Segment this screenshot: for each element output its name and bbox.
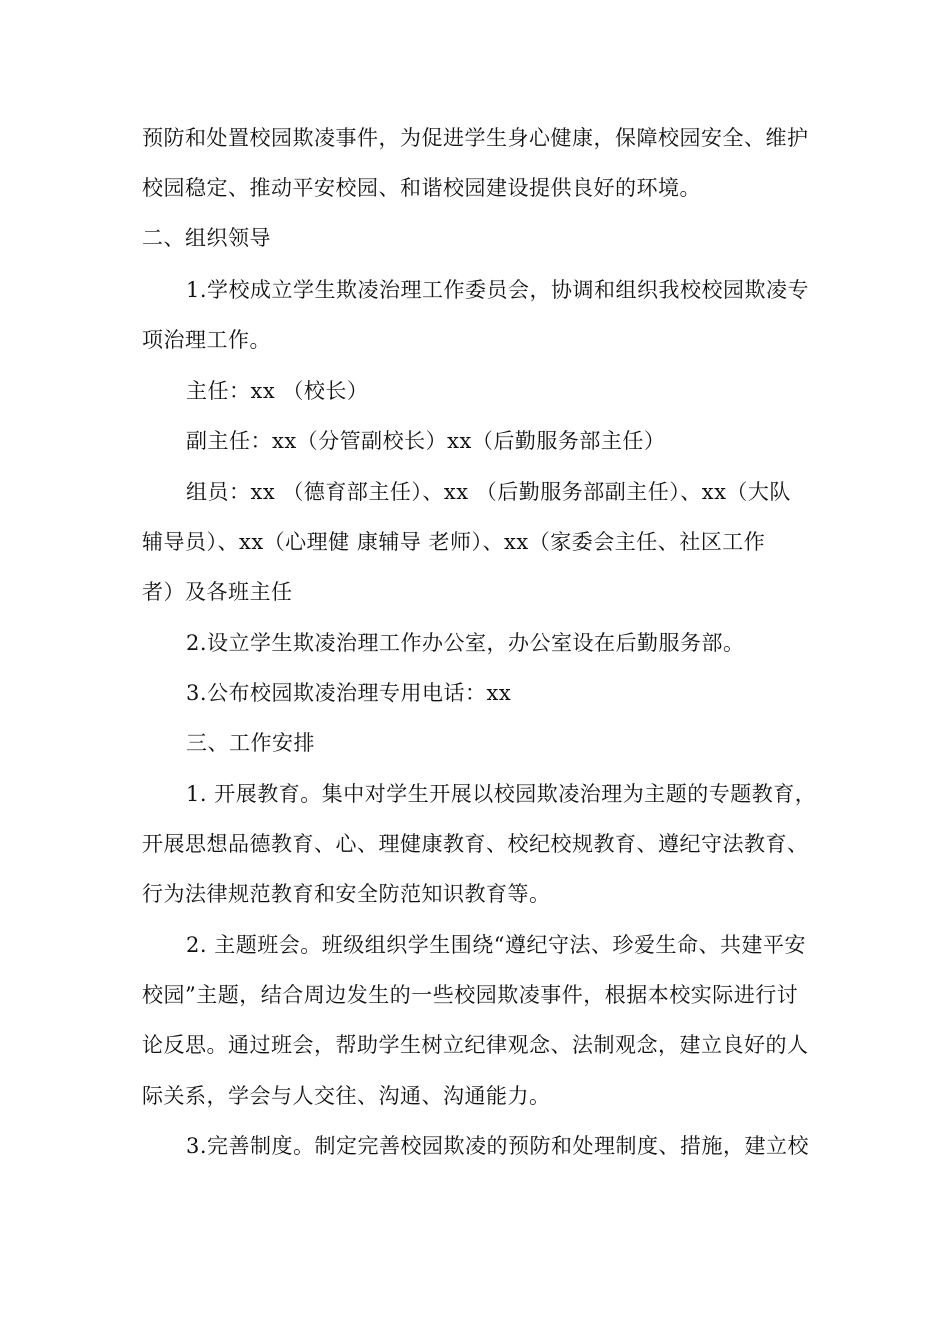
paragraph-line: 行为法律规范教育和安全防范知识教育等。	[142, 882, 551, 906]
paragraph-line: 3.完善制度。制定完善校园欺凌的预防和处理制度、措施，建立校	[186, 1134, 810, 1158]
paragraph-line: 3.公布校园欺凌治理专用电话：xx	[186, 681, 512, 705]
section-heading: 二、组织领导	[142, 226, 271, 250]
paragraph-line: 项治理工作。	[142, 328, 271, 352]
paragraph-line: 预防和处置校园欺凌事件，为促进学生身心健康，保障校园安全、维护	[142, 126, 809, 150]
paragraph-line: 副主任：xx（分管副校长）xx（后勤服务部主任）	[186, 429, 666, 453]
paragraph-line: 2.设立学生欺凌治理工作办公室，办公室设在后勤服务部。	[186, 631, 745, 655]
paragraph-line: 者）及各班主任	[142, 580, 293, 604]
paragraph-line: 辅导员）、xx（心理健 康辅导 老师）、xx（家委会主任、社区工作	[142, 530, 766, 554]
paragraph-line: 论反思。通过班会，帮助学生树立纪律观念、法制观念，建立良好的人	[142, 1033, 809, 1057]
paragraph-line: 1.学校成立学生欺凌治理工作委员会，协调和组织我校校园欺凌专	[186, 278, 810, 302]
paragraph-line: 校园”主题，结合周边发生的一些校园欺凌事件，根据本校实际进行讨	[142, 983, 799, 1007]
paragraph-line: 2. 主题班会。班级组织学生围绕“遵纪守法、珍爱生命、共建平安	[186, 933, 806, 957]
paragraph-line: 开展思想品德教育、心、理健康教育、校纪校规教育、遵纪守法教育、	[142, 832, 809, 856]
paragraph-line: 校园稳定、推动平安校园、和谐校园建设提供良好的环境。	[142, 176, 701, 200]
paragraph-line: 1. 开展教育。集中对学生开展以校园欺凌治理为主题的专题教育，	[186, 782, 817, 806]
paragraph-line: 组员：xx （德育部主任）、xx （后勤服务部副主任）、xx（大队	[186, 480, 791, 504]
section-heading: 三、工作安排	[186, 731, 315, 755]
paragraph-line: 主任：xx （校长）	[186, 379, 369, 403]
paragraph-line: 际关系，学会与人交往、沟通、沟通能力。	[142, 1084, 551, 1108]
